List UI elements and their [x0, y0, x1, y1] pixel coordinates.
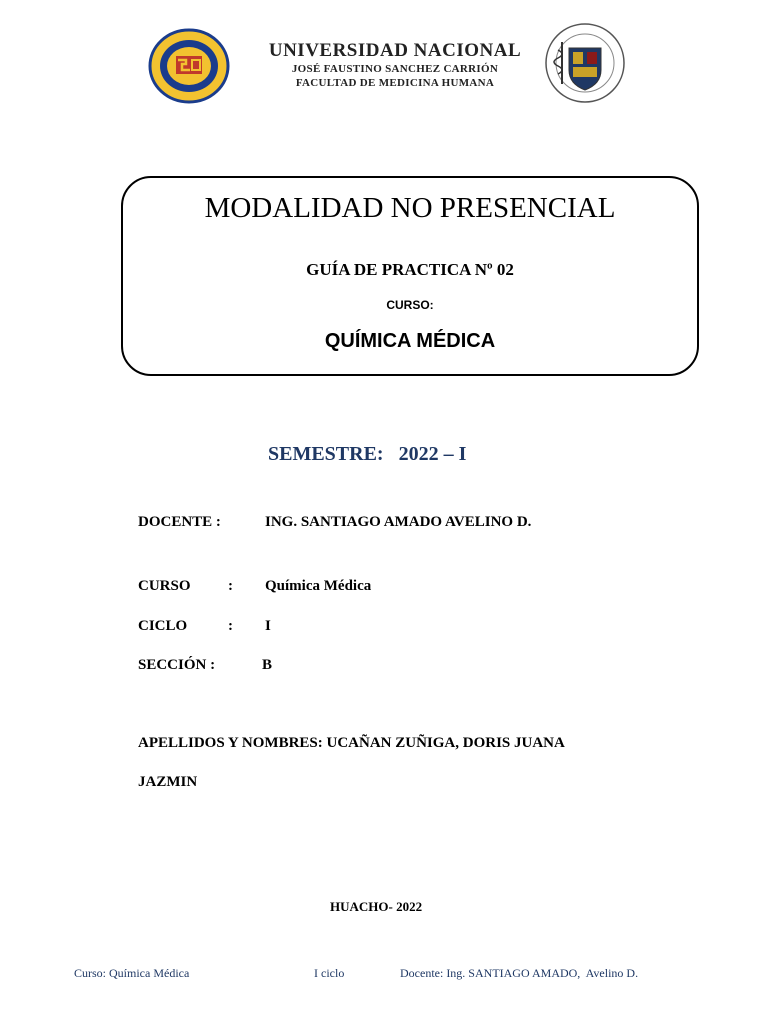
university-title: UNIVERSIDAD NACIONAL: [268, 40, 522, 61]
footer-course: Curso: Química Médica: [74, 966, 190, 980]
ciclo-value: I: [265, 618, 271, 634]
university-name: JOSÉ FAUSTINO SANCHEZ CARRIÓN: [291, 63, 499, 75]
practice-guide-number: GUÍA DE PRACTICA Nº 02: [306, 260, 514, 279]
student-name-line2: JAZMIN: [138, 774, 198, 790]
seccion-value: B: [262, 657, 273, 673]
semester: SEMESTRE: 2022 – I: [268, 443, 467, 465]
seccion-label: SECCIÓN :: [138, 657, 216, 673]
modality-title: MODALIDAD NO PRESENCIAL: [204, 192, 616, 224]
curso-label: CURSO: [138, 578, 191, 594]
docente-label: DOCENTE :: [138, 514, 221, 530]
place-date: HUACHO- 2022: [330, 899, 423, 914]
student-name-line1: APELLIDOS Y NOMBRES: UCAÑAN ZUÑIGA, DORIS JUANA: [138, 735, 565, 751]
docente-value: ING. SANTIAGO AMADO AVELINO D.: [265, 514, 532, 530]
university-header: [240, 40, 550, 90]
footer-teacher: Docente: Ing. SANTIAGO AMADO, Avelino D.: [400, 966, 639, 980]
ciclo-colon: :: [228, 618, 233, 634]
faculty-name: FACULTAD DE MEDICINA HUMANA: [295, 77, 495, 89]
medicine-school-logo: [544, 22, 626, 104]
course-label: CURSO:: [386, 298, 434, 312]
footer-cycle: I ciclo: [314, 966, 345, 980]
ciclo-label: CICLO: [138, 618, 188, 634]
curso-value: Química Médica: [265, 578, 372, 594]
course-name: QUÍMICA MÉDICA: [324, 330, 496, 352]
curso-colon: :: [228, 578, 233, 594]
university-seal-logo: [148, 28, 230, 104]
